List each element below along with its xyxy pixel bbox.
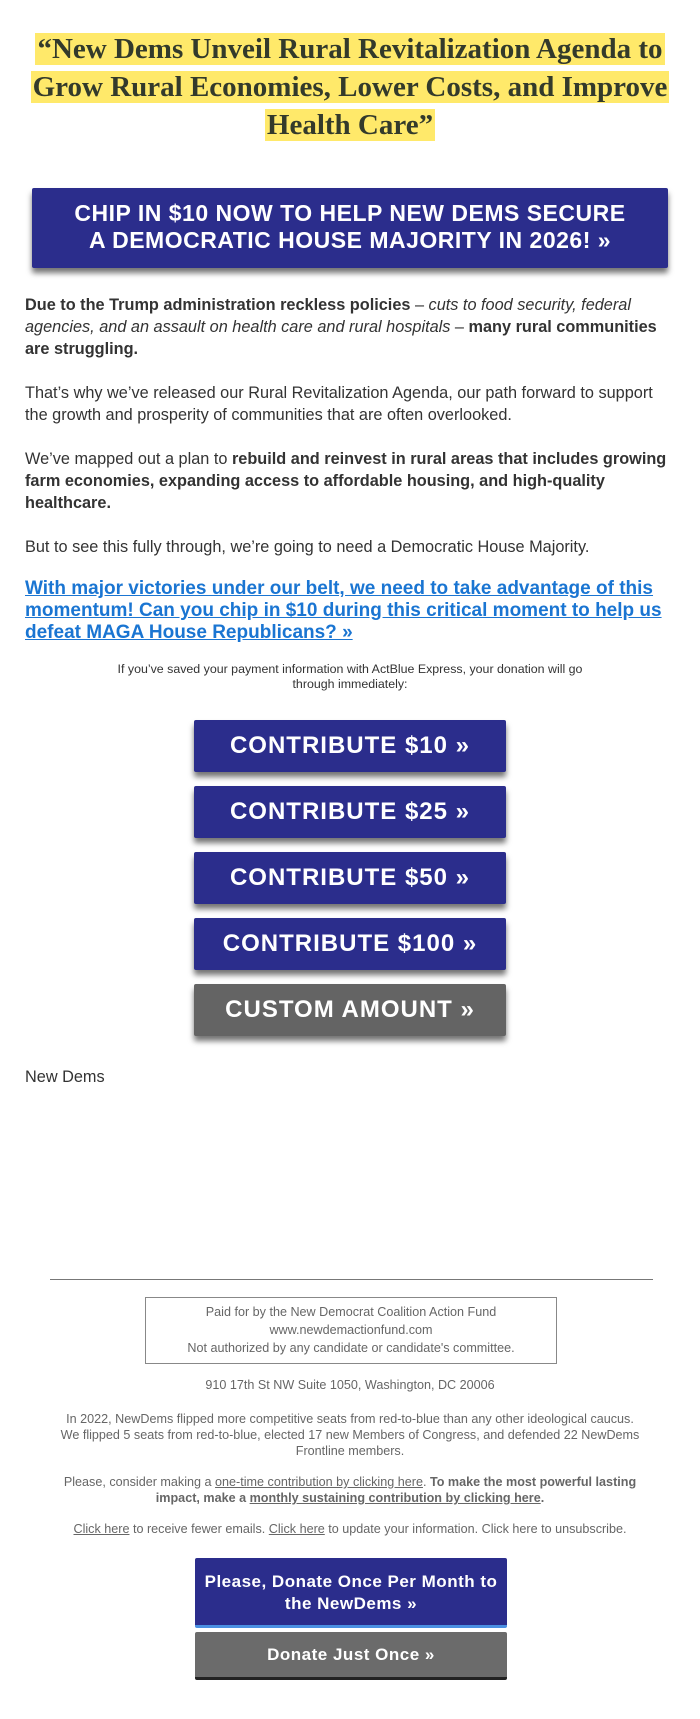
election-record: In 2022, NewDems flipped more competitive seats from red-to-blue than any other ideological caucus. We flipped 5 seats from red-to-blue, elected 17 new Members of Congress, and defended 22 NewDems Frontline members. (60, 1412, 640, 1458)
prefs-text-2: to update your information. Click here to unsubscribe. (324, 1522, 627, 1536)
consider-contribution (60, 1474, 640, 1506)
dash: – (450, 318, 469, 336)
donate-monthly-button[interactable]: Please, Donate Once Per Month to the NewDems » (195, 1558, 507, 1628)
paid-for-disclaimer (145, 1297, 557, 1364)
prefs-text-1: to receive fewer emails. (129, 1522, 269, 1536)
italic-cuts: cuts to food security, federal agencies, and an assault on health care and rural hospitals (25, 296, 631, 336)
contribute-50-button[interactable]: CONTRIBUTE $50 » (194, 852, 506, 904)
signoff: New Dems (25, 1068, 105, 1086)
disclaimer-line-1: Paid for by the New Democrat Coalition Action Fund (205, 1305, 497, 1319)
plan-bold: rebuild and reinvest in rural areas that includes growing farm economies, expanding access to affordable housing, and high-quality healthcare. (25, 450, 667, 512)
donation-button-stack (20, 720, 680, 1036)
fewer-emails-link[interactable]: Click here (73, 1522, 130, 1536)
disclaimer-website: www.newdemactionfund.com (269, 1323, 433, 1337)
headline (20, 0, 680, 144)
consider-pre: Please, consider making a (63, 1475, 216, 1489)
paragraph-struggling (25, 294, 675, 360)
plan-intro: We’ve mapped out a plan to (25, 450, 232, 468)
paragraph-plan (25, 448, 675, 514)
donate-once-button[interactable]: Donate Just Once » (195, 1632, 507, 1680)
contribute-100-button[interactable]: CONTRIBUTE $100 » (194, 918, 506, 970)
contribute-25-button[interactable]: CONTRIBUTE $25 » (194, 786, 506, 838)
custom-amount-button[interactable]: CUSTOM AMOUNT » (194, 984, 506, 1036)
chip-in-link[interactable]: With major victories under our belt, we need to take advantage of this momentum! Can you chip in $10 during this critical moment to help us defeat MAGA House Republicans? » (25, 578, 662, 643)
dash: – (410, 296, 429, 314)
chip-in-hero-button[interactable]: CHIP IN $10 NOW TO HELP NEW DEMS SECURE A DEMOCRATIC HOUSE MAJORITY IN 2026! » (32, 188, 668, 268)
consider-end: . (540, 1491, 545, 1505)
contribute-10-button[interactable]: CONTRIBUTE $10 » (194, 720, 506, 772)
paragraph-majority: But to see this fully through, we’re going to need a Democratic House Majority. (25, 538, 590, 556)
footer-divider (50, 1279, 653, 1280)
email-body (20, 294, 680, 692)
consider-mid: . (422, 1475, 430, 1489)
paragraph-agenda: That’s why we’ve released our Rural Revitalization Agenda, our path forward to support the growth and prosperity of communities that are often overlooked. (25, 384, 653, 424)
mailing-address: 910 17th St NW Suite 1050, Washington, DC 20006 (205, 1378, 495, 1392)
bold-struggling: many rural communities are struggling. (25, 318, 657, 358)
email-container (20, 0, 680, 1087)
actblue-express-note: If you’ve saved your payment information with ActBlue Express, your donation will go through immediately: (117, 662, 583, 691)
one-time-contribution-link[interactable]: one-time contribution by clicking here (215, 1475, 423, 1489)
headline-text: “New Dems Unveil Rural Revitalization Agenda to Grow Rural Economies, Lower Costs, and Improve Health Care” (32, 33, 668, 141)
consider-bold-text: To make the most powerful lasting impact, make a (155, 1475, 637, 1505)
monthly-contribution-link[interactable]: monthly sustaining contribution by clicking here (249, 1491, 541, 1505)
email-preferences (60, 1521, 640, 1537)
update-info-link[interactable]: Click here (268, 1522, 325, 1536)
disclaimer-line-3: Not authorized by any candidate or candidate's committee. (187, 1341, 515, 1355)
bold-intro: Due to the Trump administration reckless policies (25, 296, 411, 314)
